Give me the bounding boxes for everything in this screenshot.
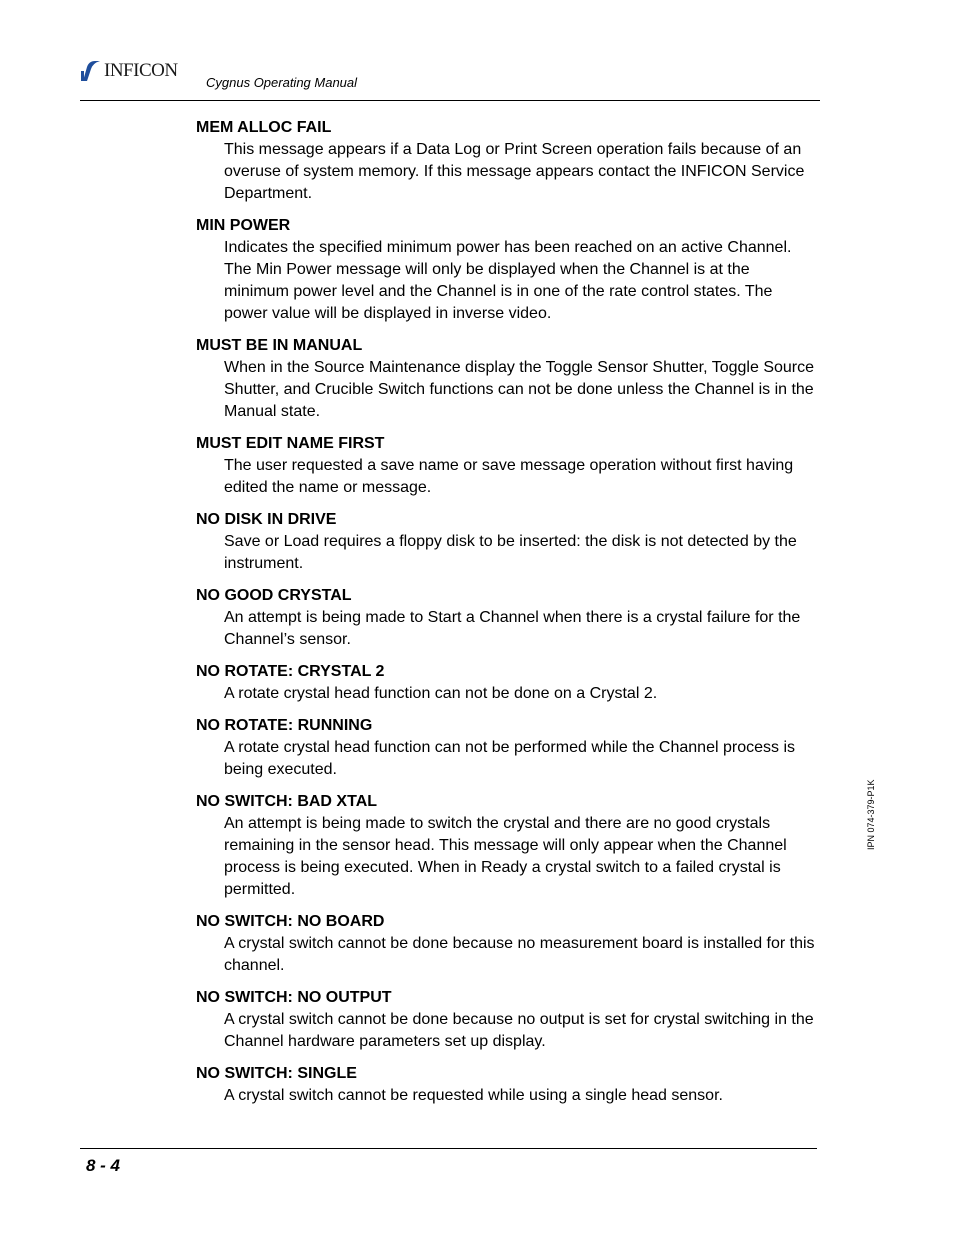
message-description: A crystal switch cannot be done because no measurement board is installed for this channel.	[224, 935, 815, 974]
message-title: MEM ALLOC FAIL	[196, 119, 332, 136]
message-description: A rotate crystal head function can not be done on a Crystal 2.	[224, 685, 658, 702]
page-header	[80, 58, 820, 101]
message-entry	[196, 911, 816, 977]
document-ipn: IPN 074-379-P1K	[866, 779, 876, 850]
message-title: NO SWITCH: BAD XTAL	[196, 793, 378, 810]
message-list	[196, 117, 816, 1117]
message-title: NO SWITCH: NO BOARD	[196, 913, 385, 930]
message-description: A crystal switch cannot be requested while using a single head sensor.	[224, 1087, 723, 1104]
message-title: NO ROTATE: RUNNING	[196, 717, 373, 734]
message-description: A crystal switch cannot be done because no output is set for crystal switching in the Channel hardware parameters set up display.	[224, 1011, 814, 1050]
message-description: An attempt is being made to switch the crystal and there are no good crystals remaining in the sensor head. This message will only appear when the Channel process is being executed. When in Ready a crystal switch to a failed crystal is permitted.	[224, 815, 787, 898]
page-number: 8 - 4	[86, 1156, 121, 1175]
message-entry	[196, 661, 816, 705]
message-entry	[196, 509, 816, 575]
manual-title: Cygnus Operating Manual	[206, 75, 358, 90]
message-description: The user requested a save name or save message operation without first having edited the name or message.	[224, 457, 794, 496]
message-title: MUST EDIT NAME FIRST	[196, 435, 385, 452]
message-title: MUST BE IN MANUAL	[196, 337, 363, 354]
message-title: NO ROTATE: CRYSTAL 2	[196, 663, 385, 680]
message-description: Save or Load requires a floppy disk to be inserted: the disk is not detected by the instrument.	[224, 533, 797, 572]
inficon-logo-icon	[80, 59, 102, 83]
message-entry	[196, 1063, 816, 1107]
message-entry	[196, 215, 816, 325]
message-title: NO SWITCH: SINGLE	[196, 1065, 357, 1082]
message-entry	[196, 335, 816, 423]
message-title: NO GOOD CRYSTAL	[196, 587, 352, 604]
message-entry	[196, 715, 816, 781]
message-entry	[196, 987, 816, 1053]
message-title: NO SWITCH: NO OUTPUT	[196, 989, 392, 1006]
logo-text: INFICON	[104, 60, 178, 81]
footer-divider	[80, 1148, 817, 1149]
message-entry	[196, 117, 816, 205]
message-title: NO DISK IN DRIVE	[196, 511, 337, 528]
message-entry	[196, 585, 816, 651]
message-description: When in the Source Maintenance display the Toggle Sensor Shutter, Toggle Source Shutter, and Crucible Switch functions can not be done unless the Channel is in the Manual state.	[224, 359, 815, 420]
message-entry	[196, 433, 816, 499]
message-entry	[196, 791, 816, 901]
message-description: A rotate crystal head function can not be performed while the Channel process is being executed.	[224, 739, 795, 778]
message-title: MIN POWER	[196, 217, 291, 234]
inficon-logo	[80, 58, 178, 84]
message-description: This message appears if a Data Log or Print Screen operation fails because of an overuse of system memory. If this message appears contact the INFICON Service Department.	[224, 141, 805, 202]
message-description: An attempt is being made to Start a Channel when there is a crystal failure for the Channel’s sensor.	[224, 609, 801, 648]
message-description: Indicates the specified minimum power has been reached on an active Channel. The Min Power message will only be displayed when the Channel is at the minimum power level and the Channel is in one of the rate control states. The power value will be displayed in inverse video.	[224, 239, 792, 322]
